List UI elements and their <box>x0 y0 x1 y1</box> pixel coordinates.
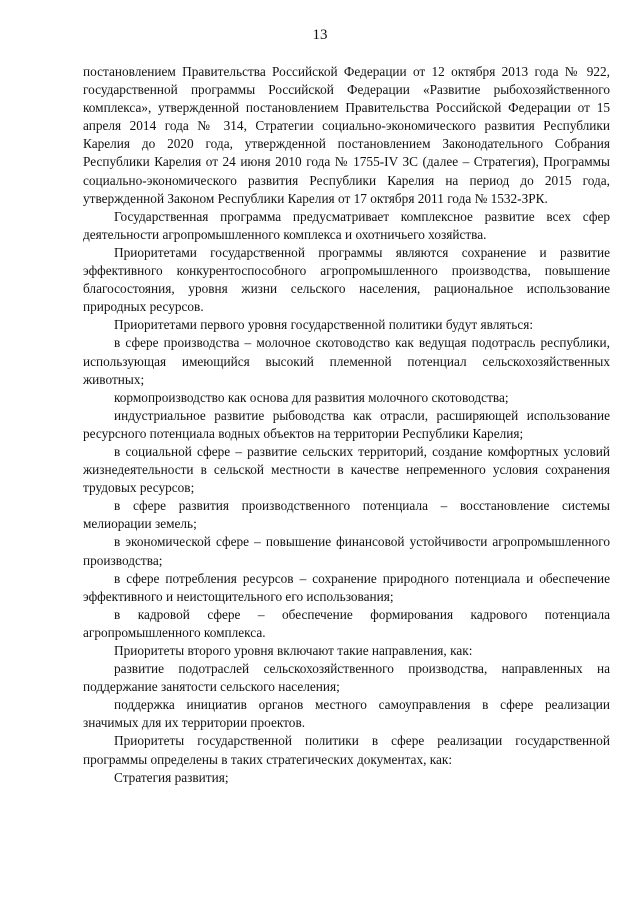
paragraph-economic-sphere: в экономической сфере – повышение финансовой устойчивости агропромышленного производства; <box>83 534 610 568</box>
paragraph-municipal-initiatives: поддержка инициатив органов местного самоуправления в сфере реализации значимых для их территории проектов. <box>83 697 610 731</box>
paragraph-legal-references: постановлением Правительства Российской Федерации от 12 октября 2013 года № 922, государственной программы Российской Федерации «Развитие рыбохозяйственного комплекса», утвержденной постановлением Правительства Российской Федерации от 15 апреля 2014 года № 314, Стратегии социально-экономического развития Республики Карелия до 2020 года, утвержденной постановлением Законодательного Собрания Республики Карелия от 24 июня 2010 года № 1755-IV ЗС (далее – Стратегия), Программы социально-экономического развития Республики Карелия на период до 2015 года, утвержденной Законом Республики Карелия от 17 октября 2011 года № 1532-ЗРК. <box>83 64 610 206</box>
paragraph-social-sphere: в социальной сфере – развитие сельских территорий, создание комфортных условий жизнедеятельности в сельской местности в качестве непременного условия сохранения трудовых ресурсов; <box>83 443 610 496</box>
paragraph-subsector-development: развитие подотраслей сельскохозяйственного производства, направленных на поддержание занятости сельского населения; <box>83 661 610 695</box>
paragraph-land-reclamation: в сфере развития производственного потенциала – восстановление системы мелиорации земель; <box>83 498 610 532</box>
document-body <box>83 63 610 787</box>
paragraph-first-level-heading: Приоритетами первого уровня государственной политики будут являться: <box>114 317 534 333</box>
paragraph-development-strategy: Стратегия развития; <box>114 769 229 785</box>
paragraph-fish-farming: индустриальное развитие рыбоводства как отрасли, расширяющей использование ресурсного потенциала водных объектов на территории Республики Карелия; <box>83 407 610 441</box>
paragraph-production-sphere: в сфере производства – молочное скотоводство как ведущая подотрасль республики, использующая имеющийся высокий племенной потенциал сельскохозяйственных животных; <box>83 335 610 387</box>
paragraph-feed-production: кормопроизводство как основа для развития молочного скотоводства; <box>114 389 509 405</box>
paragraph-resource-consumption: в сфере потребления ресурсов – сохранение природного потенциала и обеспечение эффективного и неистощительного его использования; <box>83 570 610 604</box>
paragraph-program-priorities: Приоритетами государственной программы являются сохранение и развитие эффективного конкурентоспособного агропромышленного производства, повышение благосостояния, уровня жизни сельского населения, рациональное использование природных ресурсов. <box>83 244 610 315</box>
page-number: 13 <box>312 27 328 43</box>
paragraph-second-level-heading: Приоритеты второго уровня включают такие направления, как: <box>114 643 473 658</box>
paragraph-personnel-sphere: в кадровой сфере – обеспечение формирования кадрового потенциала агропромышленного комплекса. <box>83 606 610 640</box>
paragraph-strategic-documents: Приоритеты государственной политики в сфере реализации государственной программы определены в таких стратегических документах, как: <box>83 733 610 767</box>
paragraph-program-scope: Государственная программа предусматривает комплексное развитие всех сфер деятельности агропромышленного комплекса и охотничьего хозяйства. <box>83 208 610 242</box>
